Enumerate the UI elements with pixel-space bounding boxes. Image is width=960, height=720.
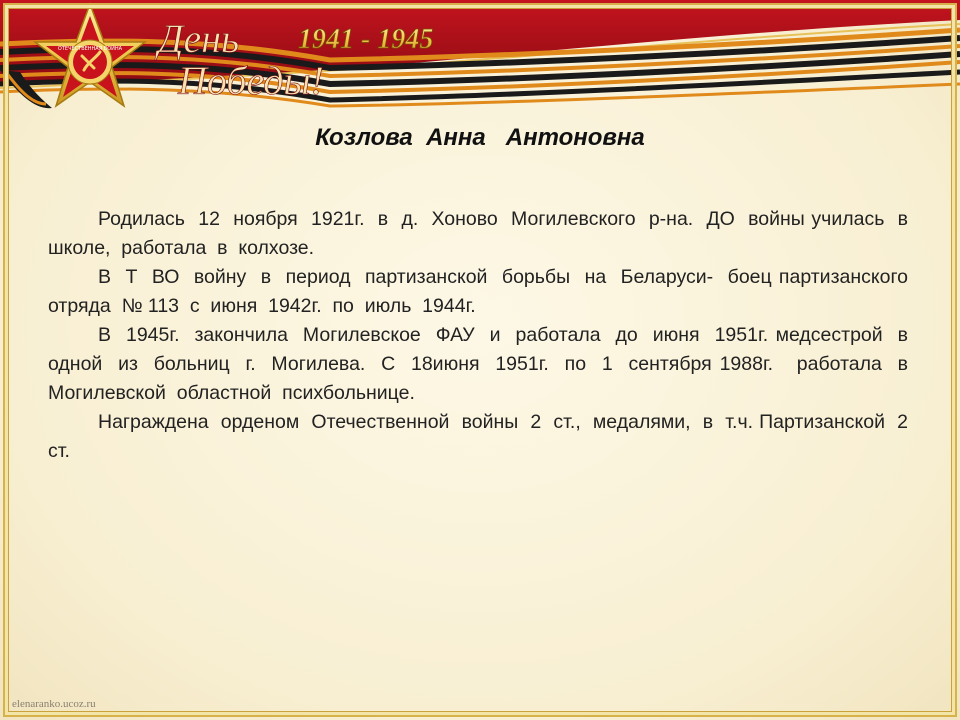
victory-day-banner: [0, 0, 960, 118]
svg-text:ОТЕЧЕСТВЕННАЯ ВОЙНА: ОТЕЧЕСТВЕННАЯ ВОЙНА: [57, 46, 123, 52]
watermark: elenaranko.ucoz.ru: [12, 698, 96, 710]
paragraph-career: В 1945г. закончила Могилевское ФАУ и работала до июня 1951г. медсестрой в одной из больниц г. Могилева. С 18июня 1951г. по 1 сентября 1988г. работала в Могилевской областной психбольнице.: [48, 324, 919, 404]
paragraph-awards: Награждена орденом Отечественной войны 2 ст., медалями, в т.ч. Партизанской 2 ст.: [48, 411, 919, 462]
page-title: Козлова Анна Антоновна: [315, 124, 645, 151]
banner-years-text: 1941 - 1945: [298, 24, 434, 55]
paragraph-birth: Родилась 12 ноября 1921г. в д. Хоново Могилевского р-на. ДО войны училась в школе, работала в колхозе.: [48, 208, 919, 259]
paragraph-war: В Т ВО войну в период партизанской борьбы на Беларуси- боец партизанского отряда № 113 с июня 1942г. по июль 1944г.: [48, 266, 919, 317]
banner-day-text: День: [158, 16, 240, 61]
biography-text: [48, 205, 919, 466]
banner-victory-text: Победы!: [178, 58, 324, 103]
